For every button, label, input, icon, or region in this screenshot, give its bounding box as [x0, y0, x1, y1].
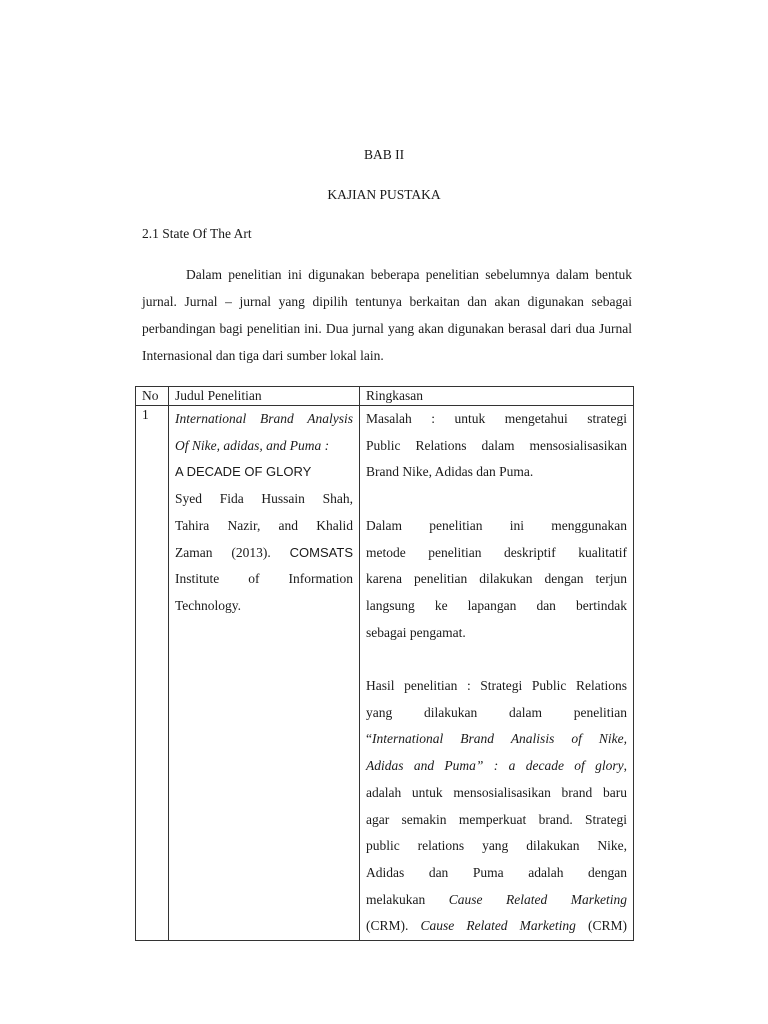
chapter-title: KAJIAN PUSTAKA	[327, 187, 441, 202]
judul-author-fragment: Zaman (2013).	[175, 544, 290, 560]
judul-title-fragment: Of Nike, adidas, and Puma :	[175, 437, 330, 453]
ringkasan-line: Brand Nike, Adidas dan Puma.	[366, 464, 534, 480]
ringkasan-line: Masalah : untuk mengetahui strategi	[366, 411, 627, 426]
ringkasan-line: sebagai pengamat.	[366, 624, 466, 640]
ringkasan-line: Adidas dan Puma adalah dengan	[366, 864, 627, 880]
ringkasan-fragment: melakukan	[366, 891, 449, 907]
ringkasan-line: Public Relations dalam mensosialisasikan	[366, 437, 627, 453]
intro-paragraph: Dalam penelitian ini digunakan beberapa penelitian sebelumnya dalam bentuk jurnal. Jurnal – jurnal yang dipilih tentunya berkaitan dan akan digunakan sebagai perbandingan bagi penelitian ini. Dua jurnal yang akan digunakan berasal dari dua Jurnal Internasional dan tiga dari sumber lokal lain.	[142, 267, 632, 363]
judul-institution-line: Technology.	[175, 597, 242, 613]
ringkasan-line: public relations yang dilakukan Nike,	[366, 838, 627, 854]
judul-subtitle: A DECADE OF GLORY	[175, 464, 312, 480]
ringkasan-line: karena penelitian dilakukan dengan terjun	[366, 571, 627, 587]
ringkasan-line: langsung ke lapangan dan bertindak	[366, 597, 627, 613]
ringkasan-fragment: Cause Related Marketing	[448, 891, 627, 907]
ringkasan-line: metode penelitian deskriptif kualitatif	[366, 544, 627, 560]
judul-institution-fragment: COMSATS	[289, 544, 353, 560]
ringkasan-line	[366, 913, 627, 940]
ringkasan-line: adalah untuk mensosialisasikan brand baru	[366, 784, 627, 800]
judul-author-line: Tahira Nazir, and Khalid	[175, 517, 353, 533]
column-header-ringkasan: Ringkasan	[360, 387, 634, 406]
ringkasan-line: Dalam penelitian ini menggunakan	[366, 517, 627, 533]
ringkasan-line: agar semakin memperkuat brand. Strategi	[366, 811, 627, 827]
column-header-judul: Judul Penelitian	[169, 387, 360, 406]
section-heading: 2.1 State Of The Art	[142, 226, 252, 241]
table-header-row	[136, 387, 634, 406]
ringkasan-fragment: International Brand Analisis of Nike,	[372, 731, 627, 747]
judul-author-line	[175, 540, 353, 567]
judul-title-line: International Brand Analysis	[175, 411, 353, 426]
chapter-number: BAB II	[363, 147, 405, 162]
ringkasan-line	[366, 726, 627, 753]
ringkasan-fragment: ,	[623, 758, 627, 774]
ringkasan-fragment: Adidas and Puma” : a decade of glory	[366, 758, 624, 774]
ringkasan-fragment: (CRM)	[575, 918, 627, 934]
paragraph-gap	[366, 486, 627, 513]
literature-table	[135, 386, 634, 941]
ringkasan-line	[366, 887, 627, 914]
judul-author-line: Syed Fida Hussain Shah,	[175, 491, 353, 507]
judul-title-line	[175, 433, 353, 460]
judul-cell	[169, 406, 360, 941]
paragraph-gap	[366, 646, 627, 673]
column-header-no: No	[136, 387, 169, 406]
ringkasan-line: Hasil penelitian : Strategi Public Relations	[366, 678, 627, 693]
ringkasan-line: yang dilakukan dalam penelitian	[366, 704, 627, 720]
ringkasan-fragment: “	[366, 731, 372, 747]
judul-institution-line: Institute of Information	[175, 571, 353, 587]
row-number: 1	[136, 406, 169, 941]
ringkasan-fragment: (CRM).	[366, 918, 421, 934]
ringkasan-cell	[360, 406, 634, 941]
table-row	[136, 406, 634, 941]
ringkasan-fragment: Cause Related Marketing	[420, 918, 576, 934]
ringkasan-line	[366, 753, 627, 780]
